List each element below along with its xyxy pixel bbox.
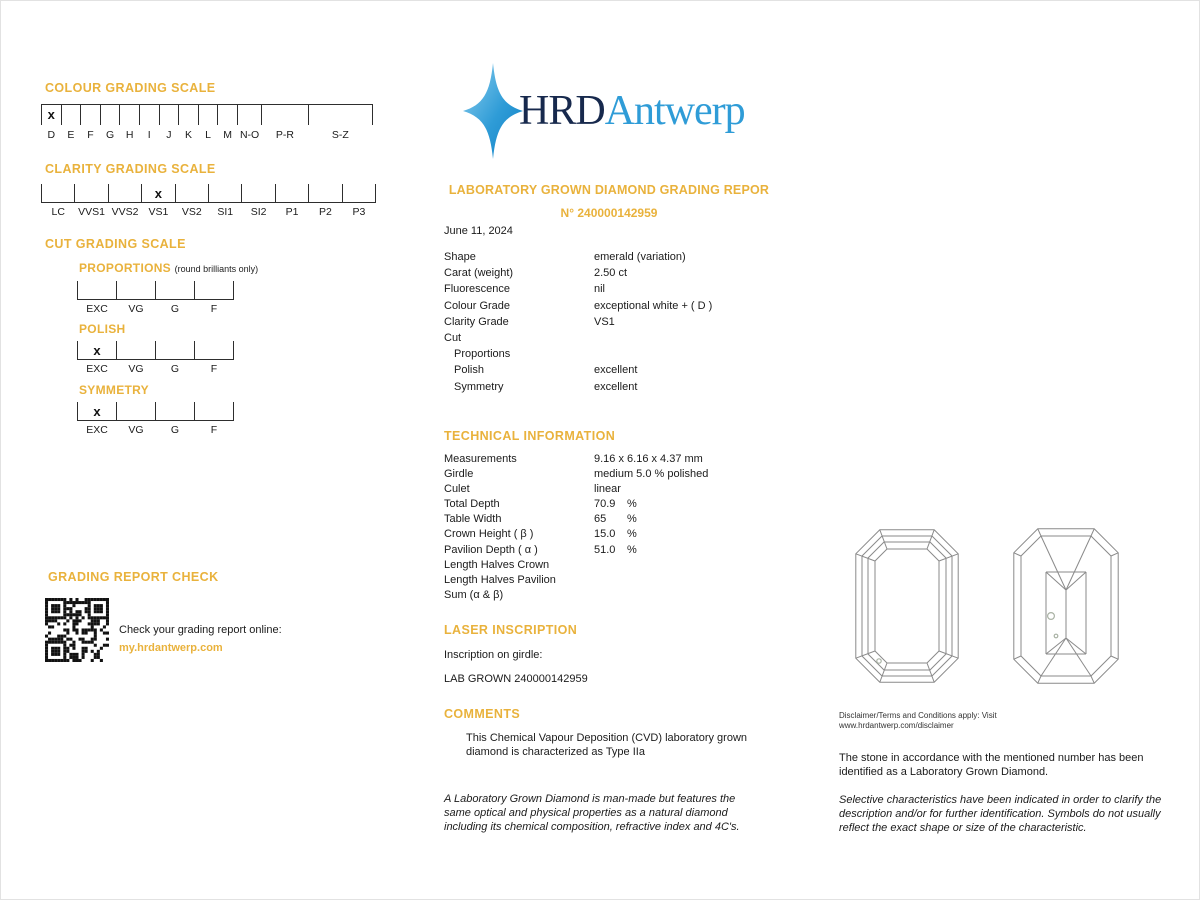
data-row	[444, 573, 774, 588]
scale-tick-label: S-Z	[331, 129, 349, 141]
scale-tick-label: L	[205, 129, 211, 141]
scale-cell-l	[198, 105, 218, 141]
scale-cell-d	[41, 105, 61, 141]
report-check-text: Check your grading report online:	[119, 624, 282, 636]
scale-cell-g	[155, 281, 194, 315]
row-label: Proportions	[454, 348, 511, 361]
data-row	[444, 379, 774, 395]
clarity-grading-scale	[41, 184, 376, 218]
row-label: Symmetry	[454, 380, 504, 393]
row-value: medium 5.0 % polished	[594, 468, 709, 481]
scale-tick-label: VVS1	[78, 206, 106, 218]
logo-text-hrd: HRD	[519, 88, 605, 134]
scale-tick-label: J	[166, 129, 172, 141]
scale-tick-label: F	[87, 129, 94, 141]
row-value: VS1	[594, 315, 615, 328]
scale-cell-p-r	[261, 105, 308, 141]
row-label: Sum (α & β)	[444, 588, 504, 601]
row-label: Culet	[444, 483, 470, 496]
row-label: Crown Height ( β )	[444, 528, 534, 541]
row-value: nil	[594, 283, 606, 296]
diamond-pavilion-view-diagram	[1013, 528, 1119, 684]
scale-cell-exc	[77, 281, 116, 315]
scale-tick-label: EXC	[86, 363, 108, 375]
scale-cell-i	[139, 105, 159, 141]
row-label: Length Halves Crown	[444, 558, 550, 571]
row-unit: %	[627, 528, 637, 541]
row-label: Fluorescence	[444, 283, 511, 296]
scale-tick-label: G	[170, 303, 180, 315]
row-value: 51.0	[594, 543, 616, 556]
row-unit: %	[627, 498, 637, 511]
row-label: Cut	[444, 332, 462, 345]
scale-cell-vg	[116, 281, 155, 315]
grade-x-mark: x	[154, 186, 163, 201]
scale-cell-e	[61, 105, 81, 141]
polish-title: POLISH	[79, 322, 126, 336]
polish-scale	[77, 341, 234, 375]
scale-cell-f	[194, 281, 234, 315]
scale-tick-label: VG	[128, 424, 144, 436]
data-row	[444, 314, 774, 330]
data-row	[444, 346, 774, 362]
hrd-antwerp-logo	[453, 63, 745, 159]
scale-cell-vg	[116, 341, 155, 375]
scale-cell-vs2	[175, 184, 208, 218]
row-value: excellent	[594, 380, 638, 393]
scale-cell-m	[217, 105, 237, 141]
data-row	[444, 558, 774, 573]
scale-tick-label: VG	[128, 303, 144, 315]
row-value: emerald (variation)	[594, 251, 686, 263]
row-value: excellent	[594, 364, 638, 377]
symmetry-title: SYMMETRY	[79, 383, 149, 397]
report-title: LABORATORY GROWN DIAMOND GRADING REPOR	[448, 183, 770, 197]
laser-title: LASER INSCRIPTION	[444, 623, 578, 637]
proportions-title	[79, 261, 258, 275]
scale-tick-label: VS2	[181, 206, 202, 218]
laser-inscription: LAB GROWN 240000142959	[444, 673, 588, 685]
selective-characteristics-text: Selective characteristics have been indicated in order to clarify the description and/or for further identification. Symbols do not usually reflect the exact shape or size of the characteristic.	[839, 794, 1162, 834]
scale-tick-label: EXC	[86, 424, 108, 436]
logo-text-antwerp: Antwerp	[604, 88, 745, 134]
data-row	[444, 281, 774, 297]
symmetry-scale	[77, 402, 234, 436]
grade-x-mark: x	[47, 107, 55, 122]
scale-tick-label: K	[184, 129, 192, 141]
scale-cell-f	[194, 341, 234, 375]
row-value: 70.9	[594, 498, 616, 511]
qr-code	[45, 598, 109, 662]
scale-tick-label: N-O	[239, 129, 260, 141]
data-row	[444, 512, 774, 527]
clarity-scale-title: CLARITY GRADING SCALE	[45, 162, 216, 176]
scale-tick-label: LC	[51, 206, 65, 218]
summary-rows	[444, 249, 774, 395]
scale-tick-label: E	[67, 129, 75, 141]
scale-tick-label: P2	[319, 206, 332, 218]
scale-tick-label: SI1	[217, 206, 234, 218]
grade-x-mark: x	[93, 404, 101, 419]
technical-title: TECHNICAL INFORMATION	[444, 429, 616, 443]
row-label: Colour Grade	[444, 299, 511, 312]
lab-grown-note: A Laboratory Grown Diamond is man-made but features the same optical and physical properties as a natural diamond including its chemical composition, refractive index and 4C's.	[444, 793, 740, 833]
scale-tick-label: G	[105, 129, 115, 141]
scale-cell-vvs2	[108, 184, 141, 218]
comments-text: This Chemical Vapour Deposition (CVD) laboratory grown diamond is characterized as Type IIa	[466, 732, 748, 758]
scale-tick-label: G	[170, 363, 180, 375]
data-row	[444, 362, 774, 378]
data-row	[444, 330, 774, 346]
report-date: June 11, 2024	[444, 225, 513, 237]
data-row	[444, 543, 774, 558]
proportions-label: PROPORTIONS	[79, 261, 171, 275]
laser-intro: Inscription on girdle:	[444, 649, 543, 661]
scale-tick-label: VS1	[148, 206, 169, 218]
report-number: N° 240000142959	[560, 206, 658, 220]
scale-cell-lc	[41, 184, 74, 218]
scale-tick-label: D	[47, 129, 56, 141]
colour-grading-scale	[41, 104, 373, 141]
scale-tick-label: G	[170, 424, 180, 436]
disclaimer-line1: Disclaimer/Terms and Conditions apply: Visit	[839, 711, 997, 720]
row-label: Table Width	[444, 513, 502, 526]
comments-title: COMMENTS	[444, 707, 521, 721]
scale-cell-p3	[342, 184, 376, 218]
scale-cell-s-z	[308, 105, 373, 141]
technical-rows	[444, 452, 774, 603]
scale-tick-label: F	[210, 424, 218, 436]
scale-cell-f	[80, 105, 100, 141]
scale-cell-j	[159, 105, 179, 141]
data-row	[444, 467, 774, 482]
row-value: exceptional white + ( D )	[594, 299, 713, 312]
grade-x-mark: x	[93, 343, 101, 358]
scale-tick-label: M	[223, 129, 233, 141]
scale-cell-p1	[275, 184, 308, 218]
scale-tick-label: SI2	[250, 206, 267, 218]
scale-cell-k	[178, 105, 198, 141]
scale-tick-label: F	[210, 363, 218, 375]
row-label: Measurements	[444, 453, 517, 465]
scale-cell-vvs1	[74, 184, 107, 218]
row-label: Carat (weight)	[444, 267, 514, 280]
row-unit: %	[627, 513, 637, 526]
data-row	[444, 265, 774, 281]
scale-cell-vg	[116, 402, 155, 436]
scale-tick-label: I	[147, 129, 151, 141]
report-check-title: GRADING REPORT CHECK	[48, 570, 219, 584]
scale-cell-vs1	[141, 184, 174, 218]
row-value: 65	[594, 513, 607, 526]
scale-cell-exc	[77, 402, 116, 436]
scale-tick-label: EXC	[86, 303, 108, 315]
row-label: Length Halves Pavilion	[444, 573, 556, 586]
row-label: Clarity Grade	[444, 315, 509, 328]
stone-identification-text: The stone in accordance with the mentioned number has been identified as a Laboratory Grown Diamond.	[839, 752, 1144, 778]
row-label: Polish	[454, 364, 484, 377]
proportions-note: (round brilliants only)	[174, 264, 259, 274]
diamond-crown-view-diagram	[855, 529, 959, 683]
row-value: linear	[594, 483, 621, 496]
scale-cell-n-o	[237, 105, 261, 141]
scale-tick-label: P-R	[275, 129, 295, 141]
scale-cell-g	[155, 341, 194, 375]
scale-tick-label: P1	[285, 206, 299, 218]
scale-tick-label: F	[210, 303, 218, 315]
data-row	[444, 249, 774, 265]
row-value: 15.0	[594, 528, 616, 541]
disclaimer-line2: www.hrdantwerp.com/disclaimer	[839, 720, 954, 730]
scale-cell-g	[100, 105, 120, 141]
scale-tick-label: H	[125, 129, 134, 141]
row-unit: %	[627, 543, 637, 556]
row-label: Shape	[444, 251, 476, 263]
scale-cell-si1	[208, 184, 241, 218]
data-row	[444, 298, 774, 314]
scale-tick-label: VG	[128, 363, 144, 375]
report-check-link[interactable]: my.hrdantwerp.com	[119, 642, 223, 654]
scale-cell-exc	[77, 341, 116, 375]
scale-cell-p2	[308, 184, 341, 218]
data-row	[444, 452, 774, 467]
colour-scale-title: COLOUR GRADING SCALE	[45, 81, 216, 95]
data-row	[444, 482, 774, 497]
row-label: Total Depth	[444, 498, 500, 511]
proportions-scale	[77, 281, 234, 315]
row-value: 2.50 ct	[594, 267, 628, 280]
scale-cell-si2	[241, 184, 274, 218]
scale-tick-label: VVS2	[111, 206, 139, 218]
scale-cell-h	[119, 105, 139, 141]
row-label: Pavilion Depth ( α )	[444, 543, 538, 556]
disclaimer-text	[839, 711, 1059, 730]
cut-scale-title: CUT GRADING SCALE	[45, 237, 186, 251]
data-row	[444, 588, 774, 603]
row-value: 9.16 x 6.16 x 4.37 mm	[594, 453, 703, 465]
data-row	[444, 527, 774, 542]
scale-cell-f	[194, 402, 234, 436]
data-row	[444, 497, 774, 512]
row-label: Girdle	[444, 468, 474, 481]
scale-cell-g	[155, 402, 194, 436]
scale-tick-label: P3	[352, 206, 366, 218]
